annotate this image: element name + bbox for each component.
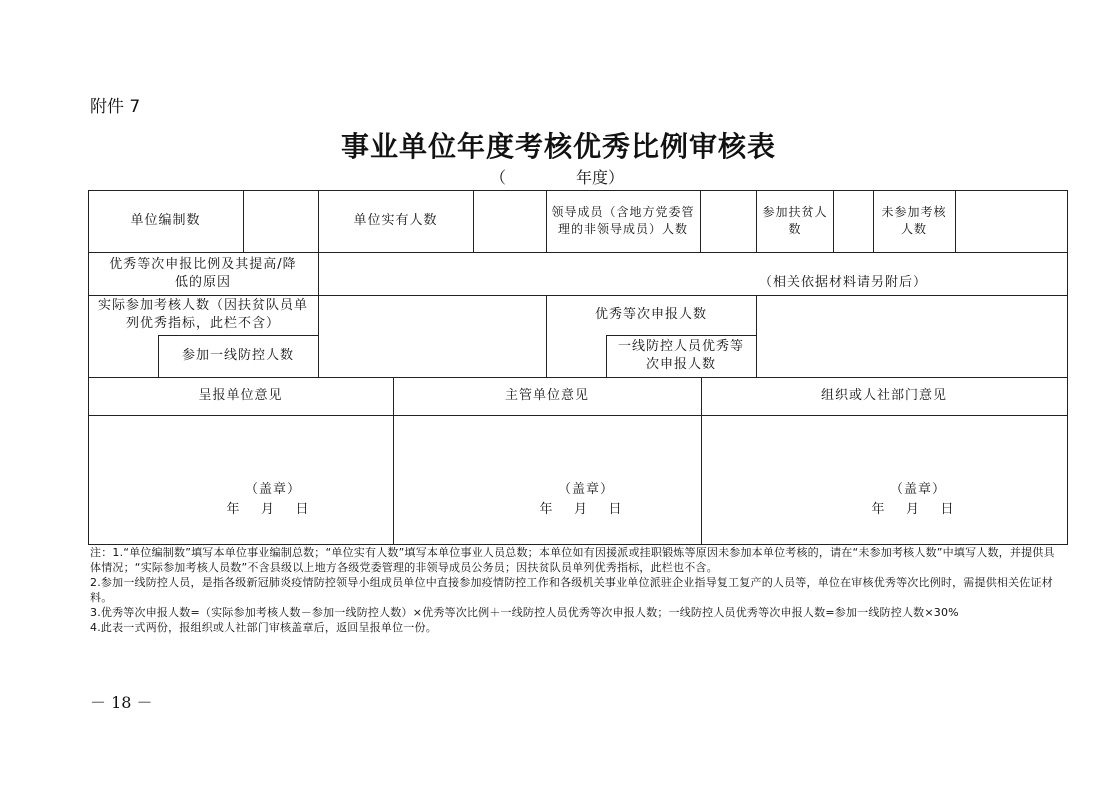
- note-2: 2.参加一线防控人员，是指各级新冠肺炎疫情防控领导小组成员单位中直接参加疫情防控工作和各级机关事业单位派驻企业指导复工复产的人员等，单位在审核优秀等次比例时，需提供相关佐证材料。: [90, 576, 1053, 604]
- column-divider: [606, 335, 607, 377]
- unit-quota-label: 单位编制数: [130, 213, 201, 228]
- page-title: 事业单位年度考核优秀比例审核表: [340, 130, 776, 163]
- org-department-date: 年 月 日: [871, 502, 955, 517]
- supervising-unit-date: 年 月 日: [539, 502, 623, 517]
- poverty-participants-value[interactable]: [833, 190, 873, 252]
- ratio-reason-label: 优秀等次申报比例及其提高/降低的原因: [109, 256, 297, 290]
- poverty-participants-label: 参加扶贫人数: [762, 205, 828, 236]
- org-department-seal: （盖章）: [889, 482, 946, 497]
- attachment-label: 附件 7: [90, 97, 141, 117]
- frontline-count-label: 参加一线防控人数: [181, 348, 294, 363]
- actual-assessed-label: 实际参加考核人数（因扶贫队员单列优秀指标，此栏不含）: [97, 298, 308, 331]
- supervising-unit-seal: （盖章）: [557, 482, 614, 497]
- review-table: [88, 190, 1068, 545]
- submitting-unit-date: 年 月 日: [226, 502, 310, 517]
- actual-assessed-value[interactable]: [318, 295, 546, 335]
- ratio-reason-field[interactable]: [318, 252, 1067, 295]
- unit-quota-value[interactable]: [243, 190, 318, 252]
- page-number: － 18 －: [90, 693, 153, 712]
- leaders-label: 领导成员（含地方党委管理的非领导成员）人数: [551, 205, 695, 236]
- org-department-opinion-header: 组织或人社部门意见: [820, 388, 947, 403]
- column-divider: [756, 190, 757, 252]
- frontline-count-value[interactable]: [318, 335, 546, 377]
- ratio-reason-note: （相关依据材料请另附后）: [758, 275, 927, 290]
- column-divider: [546, 190, 547, 252]
- unit-actual-value[interactable]: [473, 190, 546, 252]
- leaders-value[interactable]: [700, 190, 756, 252]
- table-border-right: [1067, 190, 1068, 545]
- excellent-declared-label: 优秀等次申报人数: [594, 307, 707, 322]
- unit-actual-label: 单位实有人数: [353, 213, 438, 228]
- frontline-excellent-label: 一线防控人员优秀等次申报人数: [618, 339, 745, 372]
- notes-section: [90, 545, 1065, 635]
- supervising-unit-opinion-header: 主管单位意见: [504, 388, 589, 403]
- submitting-unit-seal: （盖章）: [244, 482, 301, 497]
- excellent-declared-value[interactable]: [756, 295, 1067, 335]
- non-participants-label: 未参加考核人数: [881, 205, 947, 236]
- note-1: 注：1.“单位编制数”填写本单位事业编制总数；“单位实有人数”填写本单位事业人员总数；本单位如有因援派或挂职锻炼等原因未参加本单位考核的，请在“未参加考核人数”中填写人数，并提供具体情况；“实际参加考核人员数”不含县级以上地方各级党委管理的非领导成员公务员；因扶贫队员单列优秀指标，此栏也不含。: [90, 546, 1055, 574]
- non-participants-value[interactable]: [955, 190, 1067, 252]
- note-4: 4.此表一式两份，报组织或人社部门审核盖章后，返回呈报单位一份。: [90, 621, 437, 634]
- submitting-unit-opinion-header: 呈报单位意见: [198, 388, 283, 403]
- note-3: 3.优秀等次申报人数=（实际参加考核人数－参加一线防控人数）×优秀等次比例＋一线防控人员优秀等次申报人数；一线防控人员优秀等次申报人数=参加一线防控人数×30%: [90, 606, 959, 619]
- column-divider: [873, 190, 874, 252]
- year-paren-left: （: [490, 168, 507, 187]
- year-label: 年度）: [576, 168, 625, 187]
- frontline-excellent-value[interactable]: [756, 335, 1067, 377]
